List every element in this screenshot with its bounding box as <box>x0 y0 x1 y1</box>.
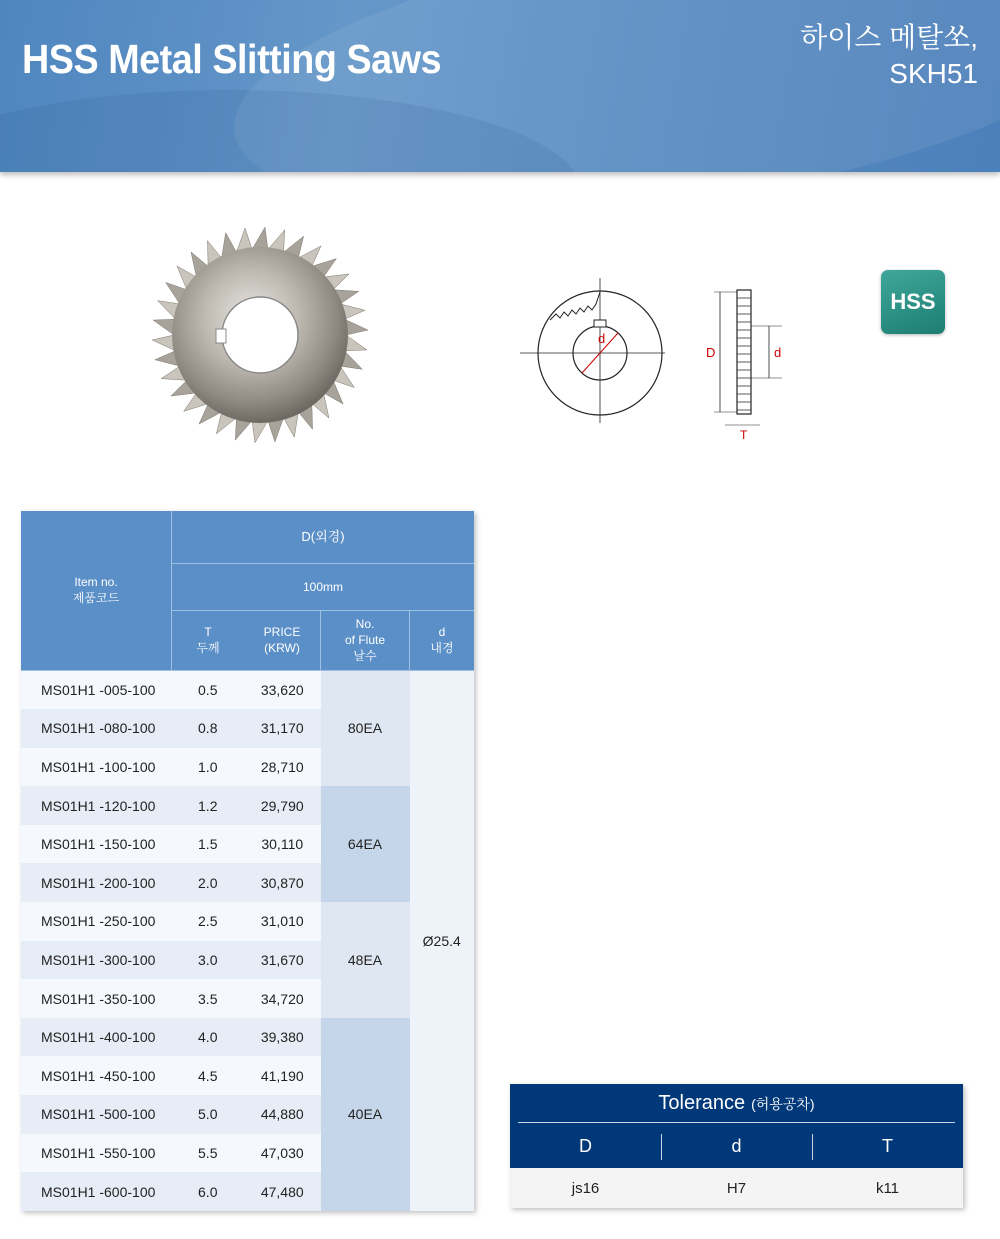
flute-count: 48EA <box>321 902 410 1018</box>
table-row: MS01H1 -600-100 6.0 47,480 <box>21 1172 474 1211</box>
table-row: MS01H1 -250-100 2.5 31,010 48EA <box>21 902 474 941</box>
table-row: MS01H1 -300-100 3.0 31,670 <box>21 941 474 980</box>
page-header <box>0 0 1000 172</box>
inner-d-label: d <box>774 345 782 360</box>
table-row: MS01H1 -150-100 1.5 30,110 <box>21 825 474 864</box>
item-no-header: Item no. 제품코드 <box>21 511 172 670</box>
bore-d-label: d <box>598 331 606 346</box>
thickness-T-label: T <box>740 428 748 440</box>
spec-table <box>21 511 474 1211</box>
size-header: 100mm <box>172 563 475 610</box>
table-row: MS01H1 -005-100 0.5 33,620 80EA Ø25.4 <box>21 670 474 709</box>
flute-count-header: No. of Flute 날수 <box>321 610 410 670</box>
page-title: HSS Metal Slitting Saws <box>22 36 442 82</box>
material-grade: SKH51 <box>889 58 978 89</box>
table-row: MS01H1 -450-100 4.5 41,190 <box>21 1056 474 1095</box>
tolerance-value-D: js16 <box>571 1180 600 1197</box>
hss-badge: HSS <box>881 270 945 334</box>
outer-D-label: D <box>706 345 716 360</box>
flute-count: 80EA <box>321 670 410 786</box>
front-view-drawing <box>520 278 665 423</box>
bore-header: d 내경 <box>410 610 475 670</box>
thickness-header: T 두께 <box>172 610 245 670</box>
tolerance-col-D: D <box>579 1136 592 1156</box>
product-subtitle-korean: 하이스 메탈쏘, <box>800 22 978 53</box>
flute-count: 64EA <box>321 786 410 902</box>
table-row: MS01H1 -200-100 2.0 30,870 <box>21 863 474 902</box>
tolerance-title: Tolerance (허용공차) <box>658 1092 815 1114</box>
table-row: MS01H1 -100-100 1.0 28,710 <box>21 748 474 787</box>
tolerance-col-T: T <box>882 1136 893 1156</box>
flute-count: 40EA <box>321 1018 410 1211</box>
price-header: PRICE (KRW) <box>244 610 321 670</box>
table-row: MS01H1 -350-100 3.5 34,720 <box>21 979 474 1018</box>
side-view-drawing <box>700 280 790 440</box>
tolerance-value-T: k11 <box>875 1180 900 1197</box>
bore-diameter: Ø25.4 <box>410 670 475 1211</box>
outer-diameter-header: D(외경) <box>172 511 475 563</box>
tolerance-col-d: d <box>731 1136 742 1156</box>
table-row: MS01H1 -500-100 5.0 44,880 <box>21 1095 474 1134</box>
table-row: MS01H1 -400-100 4.0 39,380 40EA <box>21 1018 474 1057</box>
tolerance-value-d: H7 <box>726 1180 747 1197</box>
table-row: MS01H1 -080-100 0.8 31,170 <box>21 709 474 748</box>
table-row: MS01H1 -550-100 5.5 47,030 <box>21 1134 474 1173</box>
saw-blade-photo <box>150 215 370 455</box>
table-row: MS01H1 -120-100 1.2 29,790 64EA <box>21 786 474 825</box>
tolerance-table <box>510 1084 963 1208</box>
